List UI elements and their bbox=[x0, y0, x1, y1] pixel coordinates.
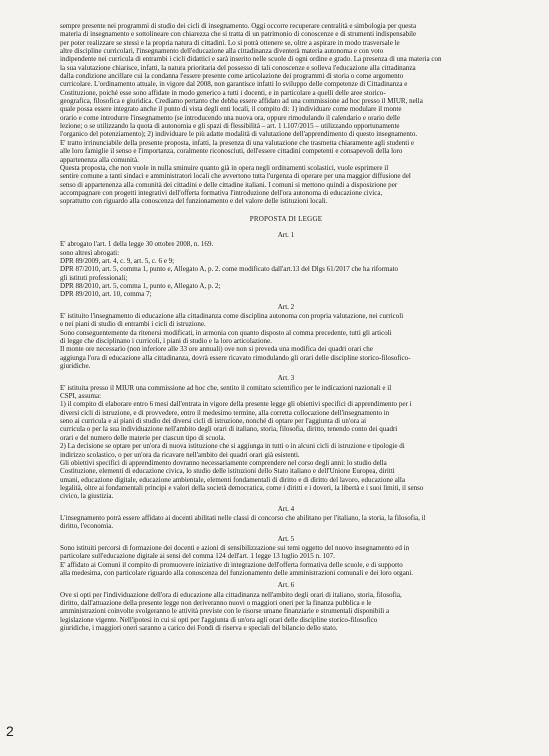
article-body bbox=[60, 312, 512, 370]
article-block bbox=[60, 535, 512, 578]
intro-paragraph-2 bbox=[60, 164, 512, 206]
text-line: alla medesima, con particolare riguardo alla conoscenza del funzionamento delle amministrazioni comunali e dei loro organi. bbox=[60, 568, 414, 577]
text-line: Gli obiettivi specifici di apprendimento dovranno necessariamente comprendere nel corso degli anni: lo studio della bbox=[60, 458, 387, 467]
text-line: sempre presente nei programmi di studio dei cicli di insegnamento. Oggi occorre recuperare centralità e simbologia per questa bbox=[60, 22, 417, 30]
intro-paragraph bbox=[60, 22, 512, 164]
text-line: diversi cicli di istruzione, e di provvedere, entro il medesimo termine, alla corretta collocazione dell'insegnamento in bbox=[60, 408, 390, 417]
article-body bbox=[60, 544, 512, 577]
page-number: 2 bbox=[6, 723, 14, 739]
text-line: e nei piani di studio di entrambi i cicli di istruzione. bbox=[60, 320, 206, 329]
text-line: quale possa essere integrato anche il punto di vista degli enti locali, il compito di: 1) individuare come modulare il monte bbox=[60, 105, 402, 114]
text-line: sono altresì abrogati: bbox=[60, 248, 120, 257]
document-page bbox=[60, 22, 512, 734]
article-heading: Art. 6 bbox=[277, 581, 295, 590]
text-line: umani, educazione digitale, educazione ambientale, elementi fondamentali di diritto e di diritto del lavoro, educazione alla bbox=[60, 475, 405, 484]
text-line: accompagnare con progetti integrativi dell'offerta formativa l'introduzione dell'ora autonoma di educazione civica, bbox=[60, 188, 383, 197]
text-line: diritto, l'economia. bbox=[60, 522, 114, 531]
article-body bbox=[60, 591, 512, 633]
article-body bbox=[60, 240, 512, 298]
text-line: 1) il compito di elaborare entro 6 mesi dall'entrata in vigore della presente legge gli obiettivi specifici di apprendimento per i bbox=[60, 400, 412, 409]
article-heading: Art. 2 bbox=[277, 302, 295, 311]
article-heading: Art. 4 bbox=[277, 504, 295, 513]
text-line: CSPI, assuma: bbox=[60, 392, 102, 401]
text-line: DPR 89/2009, art. 4, c. 9, art. 5, c. 6 e 9; bbox=[60, 256, 175, 265]
text-line: senso di appartenenza alla comunità dei cittadini e delle cittadine italiani. I comuni si mettono quindi a disposizione per bbox=[60, 180, 398, 189]
text-line: seno ai curricula e ai piani di studio dei diversi cicli di istruzione, nonché di optare per l'aggiunta di un'ora ai bbox=[60, 417, 367, 426]
text-line: legislazione vigente. Nell'ipotesi in cui si opti per l'aggiunta di un'ora agli orari delle discipline storico-filosofico bbox=[60, 615, 378, 624]
text-line: DPR 88/2010, art. 5, comma 1, punto e, Allegato A, p. 2; bbox=[60, 281, 221, 290]
text-line: L'insegnamento potrà essere affidato ai docenti abilitati nelle classi di concorso che abilitano per l'italiano, la storia, la filosofia, il bbox=[60, 513, 426, 522]
text-line: di legge che disciplinano i curricoli, i piani di studio e la loro articolazione. bbox=[60, 337, 272, 346]
text-line: lezione; o se utilizzando la quota di autonomia e gli spazi di flessibilità – art. 1 l.107/2015 – utilizzando opportunamente bbox=[60, 122, 400, 131]
article-heading: Art. 1 bbox=[277, 230, 295, 239]
text-line: indipendente nei curricula di entrambi i cicli didattici e sarà inserito nelle scuole di ogni ordine e grado. La presenza di una materia con bbox=[60, 55, 442, 64]
text-line: E' tratto irrinunciabile della presente proposta, infatti, la presenza di una valutazione che trasmetta chiaramente agli studenti e bbox=[60, 138, 415, 147]
text-line: giuridiche. bbox=[60, 362, 91, 371]
text-line: giuridiche, i maggiori oneri saranno a carico dei Fondi di riserva e speciali del bilancio dello stato. bbox=[60, 624, 338, 633]
text-line: altre discipline curricolari, l'insegnamento dell'educazione alla cittadinanza diventerà materia autonoma e con voto bbox=[60, 47, 384, 56]
text-line: E' abrogato l'art. 1 della legge 30 ottobre 2008, n. 169. bbox=[60, 240, 214, 249]
text-line: Questa proposta, che non vuole in nulla sminuire quanto già in opera negli ordinamenti scolastici, vuole esprimere il bbox=[60, 163, 389, 172]
text-line: aggiunga l'ora di educazione alla cittadinanza, dovrà essere ricavato rimodulando gli orari delle discipline storico-filosofico- bbox=[60, 353, 411, 362]
text-line: gli istituti professionali; bbox=[60, 273, 128, 282]
text-line: dalla condizione ancillare cui la condanna l'essere presente come articolazione dei programmi di storia o come argomento bbox=[60, 72, 404, 81]
text-line: legalità, oltre ai fondamentali principi e valori della società democratica, come i diritti e i doveri, la libertà e i suoi limiti, il senso bbox=[60, 483, 424, 492]
article-heading: Art. 5 bbox=[277, 534, 295, 543]
text-line: materia di insegnamento e sottolineare con chiarezza che si tratta di un patrimonio di conoscenze e di strumenti indispensabile bbox=[60, 30, 417, 39]
article-block bbox=[60, 231, 512, 299]
text-line: DPR 89/2010, art. 10, comma 7; bbox=[60, 290, 152, 299]
text-line: civico, la giustizia. bbox=[60, 492, 114, 501]
text-line: la sua valutazione chiarisce, infatti, la natura prioritaria del possesso di tali conoscenze e solleva l'educazione alla cittadinanza bbox=[60, 63, 416, 72]
article-body bbox=[60, 514, 512, 531]
text-line: amministrazioni coinvolte svolgeranno le attività previste con le risorse umane finanziarie e strumentali disponibili a bbox=[60, 607, 390, 616]
document-title: PROPOSTA DI LEGGE bbox=[249, 214, 323, 223]
text-line: Costituzione, elementi di educazione civica, lo studio delle istituzioni dello Stato italiano e dell'Unione Europea, diritti bbox=[60, 467, 395, 476]
text-line: curricula o per la sua individuazione nell'ambito degli orari di italiano, storia, filosofia, diritto, tenendo conto dei quadri bbox=[60, 425, 398, 434]
text-line: per poter realizzare se stessi e la propria natura di cittadini. Lo si potrà ottenere se, oltre a aspirare in modo trasversale le bbox=[60, 38, 400, 47]
text-line: 2) La decisione se optare per un'ora di nuova istituzione che si aggiunga in tutti o in alcuni cicli di istruzione e tipologie di bbox=[60, 442, 405, 451]
text-line: E' istituito l'insegnamento di educazione alla cittadinanza come disciplina autonoma con propria valutazione, nei curricoli bbox=[60, 312, 404, 320]
article-block bbox=[60, 374, 512, 500]
text-line: Sono istituiti percorsi di formazione dei docenti e azioni di sensibilizzazione sui temi oggetto del nuovo insegnamento ed in bbox=[60, 543, 410, 552]
text-line: alle loro famiglie il senso e l'importanza, coralmente riconosciuti, dell'essere cittadini competenti e consapevoli della loro bbox=[60, 147, 403, 156]
text-line: curricolare. L'ordinamento attuale, in vigore dal 2008, non garantisce infatti lo sviluppo delle competenze di Cittadinanza e bbox=[60, 80, 408, 89]
article-heading: Art. 3 bbox=[277, 374, 295, 383]
text-line: Sono conseguentemente da ritenersi modificati, in armonia con quanto disposto al comma precedente, tutti gli articoli bbox=[60, 328, 392, 337]
text-line: orari e del numero delle materie per ciascun tipo di scuola. bbox=[60, 433, 226, 442]
text-line: DPR 87/2010, art. 5, comma 1, punto e, Allegato A, p. 2. come modificato dall'art.13 del Dlgs 61/2017 che ha riformato bbox=[60, 265, 399, 274]
text-line: indirizzo scolastico, o per un'ora da ricavare nell'ambito dei quadri orari già esistenti. bbox=[60, 450, 300, 459]
article-body bbox=[60, 384, 512, 501]
text-line: diritto, dall'attuazione della presente legge non deriveranno nuovi o maggiori oneri per la finanza pubblica e le bbox=[60, 599, 372, 607]
text-line: orario e come introdurre l'insegnamento (se introducendo una nuova ora, oppure rimodulando il calendario e orario delle bbox=[60, 113, 400, 122]
text-line: soprattutto con riguardo alla conoscenza del funzionamento e del valore delle istituzioni locali. bbox=[60, 197, 328, 206]
text-line: Ove si opti per l'individuazione dell'ora di educazione alla cittadinanza nell'ambito degli orari di italiano, storia, filosofia, bbox=[60, 590, 402, 599]
article-block bbox=[60, 303, 512, 371]
text-line: Il monte ore necessario (non inferiore alle 33 ore annuali) ove non si preveda una modifica dei quadri orari che bbox=[60, 345, 373, 354]
text-line: Costituzione, poiché esse sono affidate in modo generico a tutti i docenti, e in particolare a quelli delle aree storico- bbox=[60, 88, 386, 97]
text-line: particolare sull'educazione digitale ai sensi del comma 124 dell'art. 1 legge 13 luglio 2015 n. 107. bbox=[60, 552, 335, 561]
text-line: E' affidato ai Comuni il compito di promuovere iniziative di integrazione dell'offerta formativa delle scuole, e di supporto bbox=[60, 560, 403, 569]
text-line: appartenenza alla comunità. bbox=[60, 155, 139, 164]
text-line: l'organico del potenziamento); 2) individuare le più adatte modalità di valutazione dell'apprendimento di questo insegnamento. bbox=[60, 130, 418, 139]
article-block bbox=[60, 581, 512, 632]
text-line: geografica, filosofica e giuridica. Crediamo pertanto che debba essere affidato ad una commissione ad hoc presso il MIUR, nella bbox=[60, 97, 423, 106]
article-block bbox=[60, 505, 512, 531]
articles-section bbox=[60, 231, 512, 632]
text-line: sentire comune a tanti sindaci e amministratori locali che avvertono tutta l'urgenza di operare per una maggior diffusione del bbox=[60, 172, 411, 181]
text-line: E' istituita presso il MIUR una commissione ad hoc che, sentito il comitato scientifico per le indicazioni nazionali e il bbox=[60, 383, 392, 392]
